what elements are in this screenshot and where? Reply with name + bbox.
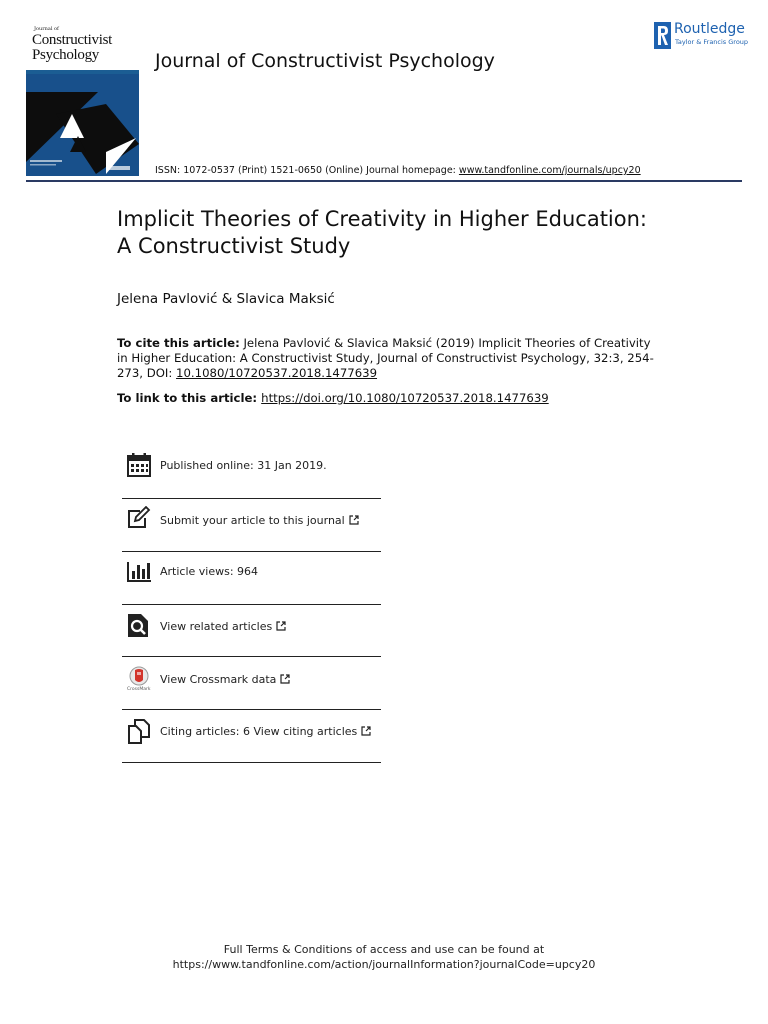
published-date: Published online: 31 Jan 2019.: [160, 459, 327, 472]
cover-title-line1: Constructivist: [32, 32, 112, 48]
info-related[interactable]: [122, 612, 381, 657]
cover-masthead: [26, 24, 139, 70]
link-label: To link to this article:: [117, 391, 262, 405]
external-link-icon: [361, 726, 371, 736]
article-link: [117, 391, 549, 405]
cover-art: [26, 74, 139, 176]
footer-terms-url[interactable]: https://www.tandfonline.com/action/journalInformation?journalCode=upcy20: [172, 958, 596, 971]
citing-articles-link[interactable]: [160, 725, 371, 738]
article-authors: Jelena Pavlović & Slavica Maksić: [117, 291, 335, 307]
divider: [122, 498, 381, 499]
publisher-sub: Taylor & Francis Group: [675, 38, 749, 46]
issn-text: ISSN: 1072-0537 (Print) 1521-0650 (Online) Journal homepage:: [155, 165, 459, 176]
issn-line: [155, 165, 641, 176]
journal-homepage-link[interactable]: www.tandfonline.com/journals/upcy20: [458, 165, 641, 176]
divider: [122, 604, 381, 605]
info-citing[interactable]: [122, 718, 381, 763]
journal-cover: [26, 24, 139, 176]
info-crossmark[interactable]: [122, 665, 381, 710]
crossmark-text: View Crossmark data: [160, 673, 277, 686]
citation-label: To cite this article:: [117, 336, 240, 350]
cover-title-line2: Psychology: [32, 47, 100, 63]
publisher-logo: [652, 20, 752, 50]
doi-link[interactable]: 10.1080/10720537.2018.1477639: [176, 366, 378, 380]
submit-article-link[interactable]: [160, 514, 359, 527]
divider: [122, 656, 381, 657]
divider: [122, 551, 381, 552]
citation-text: Jelena Pavlović & Slavica Maksić (2019) Implicit Theories of Creativity in Higher Education: A Constructivist Study, Journal of Constructivist Psychology, 32:3, 254-273, DOI:: [117, 336, 654, 380]
citation: [117, 336, 657, 381]
citing-articles-text: Citing articles: 6 View citing articles: [160, 725, 358, 738]
bar-chart-icon: [126, 559, 152, 585]
article-title: [117, 206, 717, 260]
search-document-icon: [126, 612, 152, 638]
info-published: [122, 452, 381, 499]
related-articles-text: View related articles: [160, 620, 273, 633]
external-link-icon: [276, 621, 286, 631]
submit-article-text: Submit your article to this journal: [160, 514, 345, 527]
external-link-icon: [349, 515, 359, 525]
crossmark-logo-text: CrossMark: [127, 687, 151, 692]
cover-journal-of: Journal of: [34, 26, 59, 32]
related-articles-link[interactable]: [160, 620, 286, 633]
crossmark-link[interactable]: [160, 673, 290, 686]
routledge-r-icon: [654, 22, 671, 49]
citing-documents-icon: [126, 718, 152, 744]
footer-terms: Full Terms & Conditions of access and use can be found at: [223, 943, 545, 956]
doi-url-link[interactable]: https://doi.org/10.1080/10720537.2018.1477639: [261, 391, 549, 405]
divider: [122, 762, 381, 763]
journal-title: Journal of Constructivist Psychology: [155, 50, 495, 72]
info-views: [122, 559, 381, 605]
external-link-icon: [280, 674, 290, 684]
info-submit[interactable]: [122, 506, 381, 552]
publisher-name: Routledge: [674, 21, 745, 37]
divider: [122, 709, 381, 710]
article-title-line2: A Constructivist Study: [117, 234, 351, 258]
article-views: Article views: 964: [160, 565, 259, 578]
article-title-line1: Implicit Theories of Creativity in Higher Education:: [117, 207, 647, 231]
header-rule: [26, 180, 742, 182]
calendar-icon: [126, 452, 152, 478]
edit-icon: [126, 506, 152, 532]
